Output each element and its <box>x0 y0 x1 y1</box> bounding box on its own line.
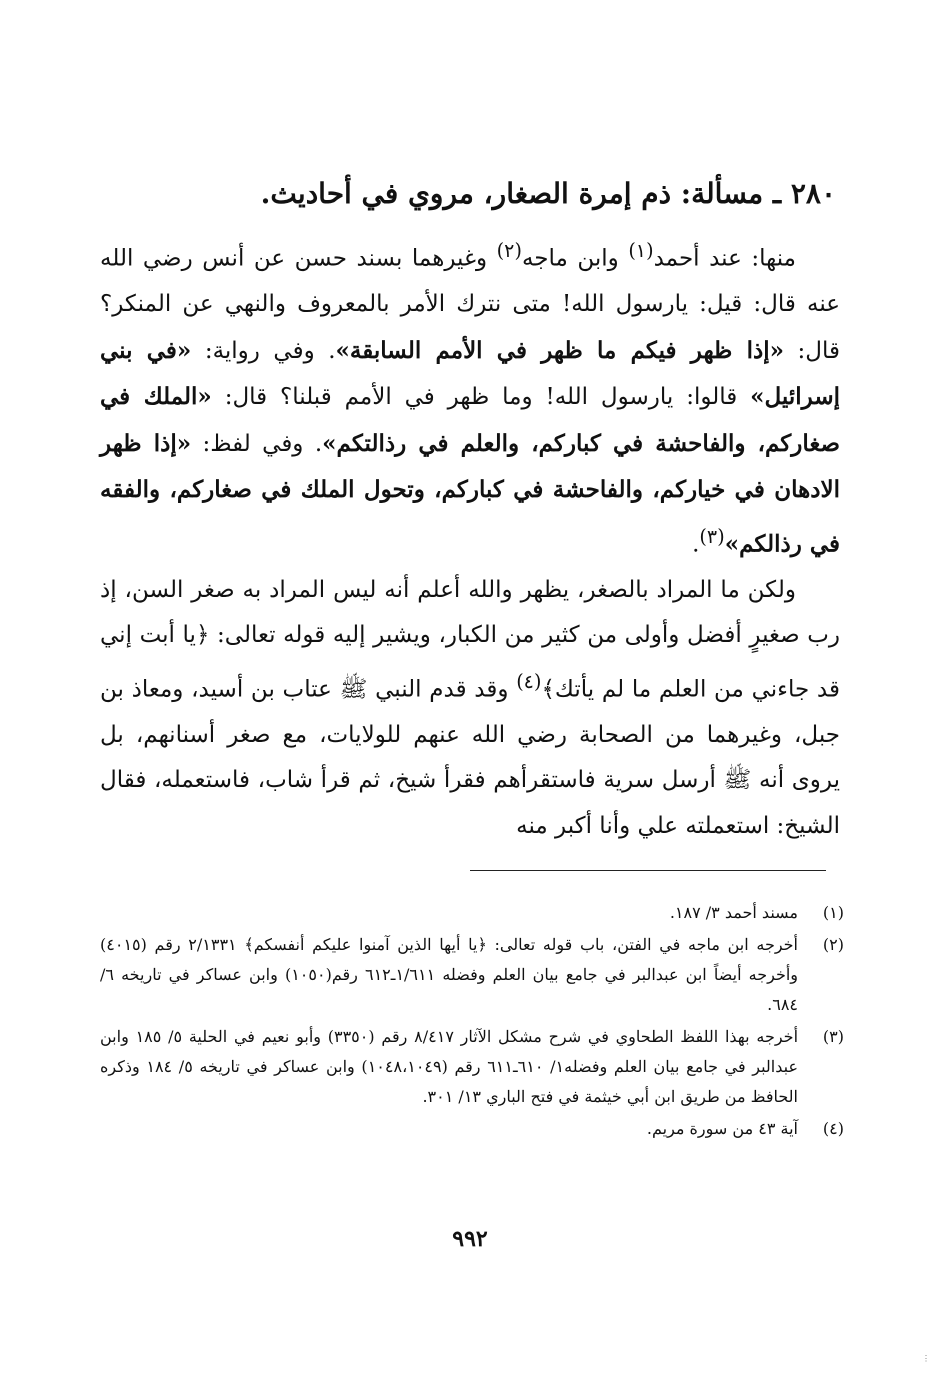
footnote-text: آية ٤٣ من سورة مريم. <box>646 1119 798 1138</box>
text-run: . وفي رواية: <box>191 337 336 364</box>
margin-mark: ⋮ <box>922 1354 930 1363</box>
footnote-number: (٤) <box>822 1119 844 1138</box>
footnote-text: مسند أحمد ٣/ ١٨٧. <box>669 903 798 922</box>
hadith-quote: «في بني إسرائيل» <box>100 336 840 411</box>
footnote-item <box>100 930 844 1020</box>
text-run: . وفي لفظ: <box>191 430 323 457</box>
footnote-item <box>100 1114 844 1144</box>
footnote-item <box>100 1022 844 1112</box>
text-run: . <box>692 531 700 558</box>
text-run: وغيرهما بسند حسن عن أنس رضي الله عنه قال: قيل: يارسول الله! متى نترك الأمر بالمعروف والنهي عن المنكر؟ قال: <box>100 245 840 364</box>
footnote-text: أخرجه ابن ماجه في الفتن، باب قوله تعالى: ﴿يا أيها الذين آمنوا عليكم أنفسكم﴾ ٢/١٣٣١ رقم (٤٠١٥) وأخرجه أيضاً ابن عبدالبر في جامع بيان العلم وفضله ١/٦١١ـ٦١٢ رقم(١٠٥٠) وابن عساكر في تاريخه ٦/ ٦٨٤. <box>100 935 799 1014</box>
footnote-item <box>100 898 844 928</box>
footnote-ref-1: (١) <box>628 239 654 262</box>
text-run: وابن ماجه <box>521 245 629 272</box>
main-text <box>100 228 840 849</box>
page-number: ٩٩٢ <box>452 1226 488 1252</box>
hadith-quote: «الملك في صغاركم، والفاحشة في كباركم، والعلم في رذالتكم» <box>100 383 840 457</box>
paragraph-1 <box>100 228 840 568</box>
text-run: قالوا: يارسول الله! وما ظهر في الأمم قبلنا؟ قال: <box>211 384 751 411</box>
footnote-ref-4: (٤) <box>516 669 542 693</box>
footnote-number: (٢) <box>822 935 844 954</box>
text-run: منها: عند أحمد <box>653 245 796 272</box>
footnote-number: (١) <box>822 903 844 922</box>
footnote-number: (٣) <box>822 1027 844 1046</box>
footnote-text: أخرجه بهذا اللفظ الطحاوي في شرح مشكل الآثار ٨/٤١٧ رقم (٣٣٥٠) وأبو نعيم في الحلية ٥/ ١٨٥ وابن عبدالبر في جامع بيان العلم وفضله١/ ٦١٠ـ٦١١ رقم (١٠٤٨،١٠٤٩) وابن عساكر في تاريخه ٥/ ١٨٤ وذكره الحافظ من طريق ابن أبي خيثمة في فتح الباري ١٣/ ٣٠١. <box>100 1027 799 1106</box>
paragraph-2 <box>100 568 840 850</box>
footnote-ref-2: (٢) <box>496 239 522 262</box>
footnote-ref-3: (٣) <box>699 524 725 548</box>
text-run: وقد قدم النبي ﷺ عتاب بن أسيد، ومعاذ بن جبل، وغيرهما من الصحابة رضي الله عنهم للولايات، مع صغر أسنانهم، بل يروى أنه ﷺ أرسل سرية فاستقرأهم فقرأ شيخ، ثم قرأ شاب، فاستعمله، فقال الشيخ: استعملته علي وأنا أكبر منه <box>100 676 840 839</box>
section-heading: ٢٨٠ ـ مسألة: ذم إمرة الصغار، مروي في أحاديث. <box>260 177 836 210</box>
footnotes <box>100 898 844 1146</box>
hadith-quote: «إذا ظهر الادهان في خياركم، والفاحشة في كباركم، وتحول الملك في صغاركم، والفقه في رذالكم» <box>100 429 840 558</box>
hadith-quote: «إذا ظهر فيكم ما ظهر في الأمم السابقة» <box>335 336 784 364</box>
text-run: ولكن ما المراد بالصغر، يظهر والله أعلم أنه ليس المراد به صغر السن، إذ رب صغيرٍ أفضل وأولى من كثير من الكبار، ويشير إليه قوله تعالى: ﴿يا أبت إني قد جاءني من العلم ما لم يأتك﴾ <box>100 576 840 703</box>
footnote-separator <box>470 870 826 871</box>
